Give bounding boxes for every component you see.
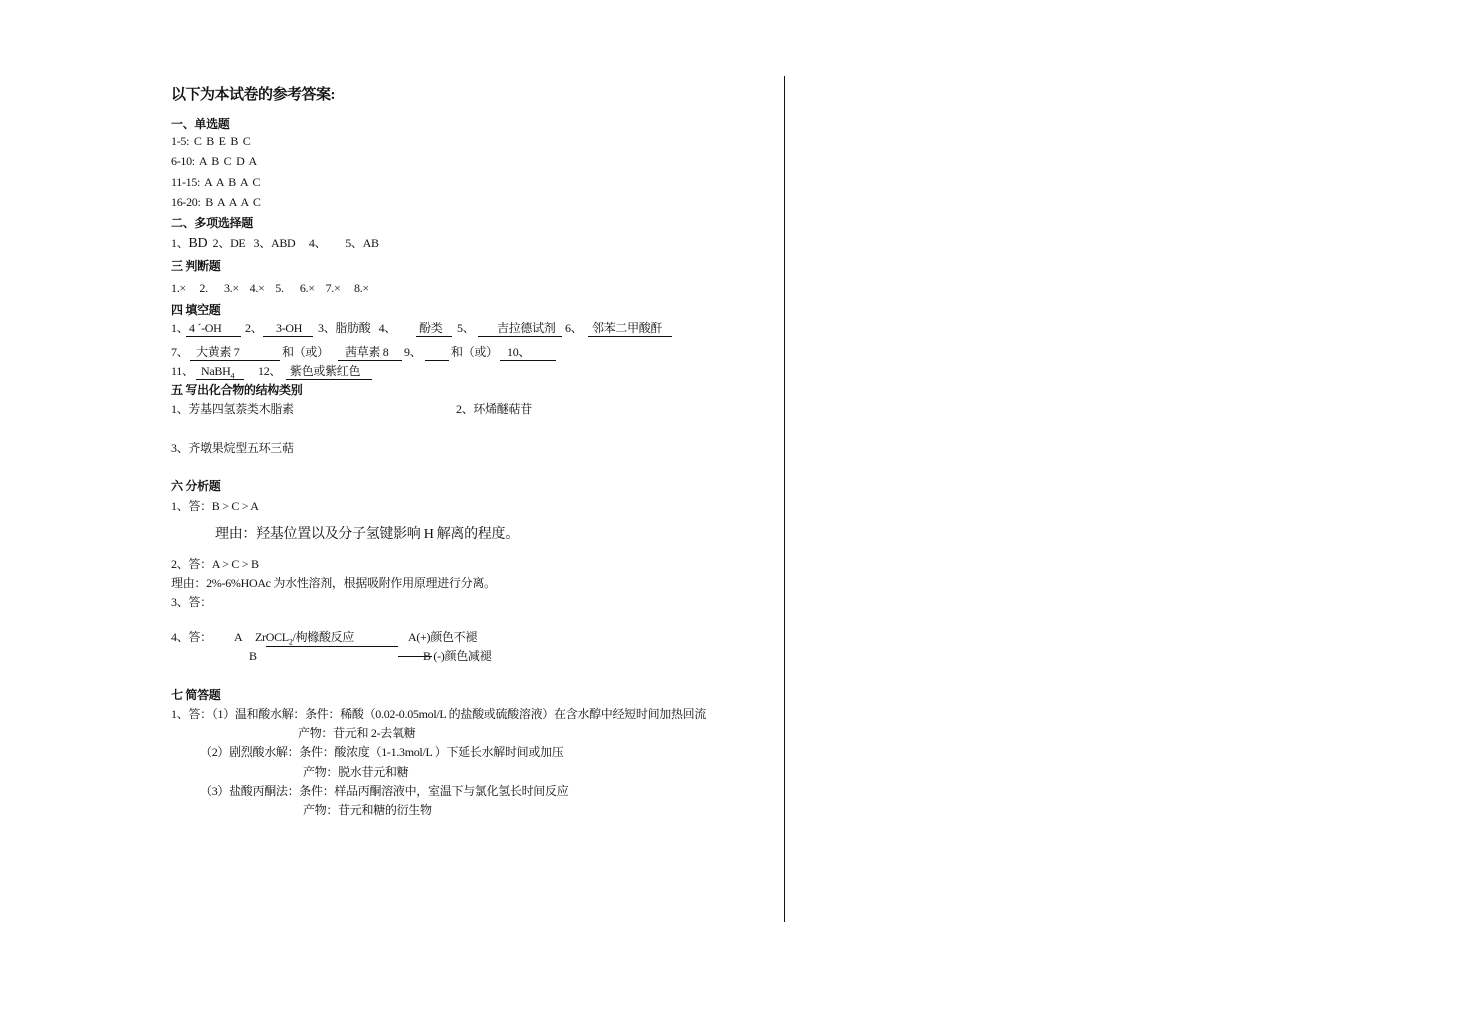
answer-item: 2、答：A > C > B — [171, 557, 259, 571]
connector-text: 和（或） — [282, 345, 329, 359]
item-number: 6、 — [565, 321, 583, 335]
underline — [196, 379, 244, 380]
reagent-text: ZrOCL — [255, 630, 289, 644]
answer-line: 1、答：（1）温和酸水解：条件：稀酸（0.02-0.05mol/L 的盐酸或硫酸溶液）在含水醇中经短时间加热回流 — [171, 707, 707, 721]
page-title: 以下为本试卷的参考答案: — [171, 87, 335, 103]
answer-item: 3、答： — [171, 595, 212, 609]
section-heading-fill-blank: 四 填空题 — [171, 303, 221, 317]
fill-answer — [201, 364, 234, 383]
answer-line: 产物：苷元和糖的衍生物 — [303, 803, 432, 817]
item-number: 9、 — [404, 345, 422, 359]
section-heading-structure-class: 五 写出化合物的结构类别 — [171, 383, 303, 397]
reagent-text: /枸橼酸反应 — [292, 630, 355, 644]
underline — [500, 360, 556, 361]
compound-label: B — [249, 649, 257, 663]
answer-row — [171, 236, 379, 251]
fill-answer: 茜草素 8 — [345, 345, 389, 359]
underline — [425, 360, 449, 361]
fill-answer: 邻苯二甲酸酐 — [592, 321, 663, 335]
fill-answer: 紫色或紫红色 — [290, 364, 361, 378]
item-number: 5、 — [457, 321, 475, 335]
page-divider — [784, 76, 785, 922]
section-heading-single-choice: 一、单选题 — [171, 117, 230, 131]
reaction-arrow-line — [266, 646, 398, 647]
answer-line: （3）盐酸丙酮法：条件：样品丙酮溶液中，室温下与氯化氢长时间反应 — [200, 784, 569, 798]
answer-row: 1-5: C B E B C — [171, 134, 251, 148]
answer-reason: 理由：羟基位置以及分子氢键影响 H 解离的程度。 — [215, 527, 519, 542]
compound-label: A — [234, 630, 243, 644]
fill-answer: 吉拉德试剂 — [497, 321, 556, 335]
item-number: 12、 — [258, 364, 282, 378]
fill-answer: 3-OH — [276, 321, 303, 335]
reaction-result: B (-)颜色减褪 — [423, 649, 492, 663]
answer-line: （2）剧烈酸水解：条件：酸浓度（1-1.3mol/L ）下延长水解时间或加压 — [200, 745, 564, 759]
reaction-result: A(+)颜色不褪 — [408, 630, 478, 644]
item-number: 7、 — [171, 345, 189, 359]
answer-value: 2、DE 3、ABD 4、 5、AB — [207, 236, 379, 250]
reagent-subscript: 2 — [288, 637, 293, 647]
fill-answer: 酚类 — [419, 321, 443, 335]
item-number: 1、 — [171, 236, 189, 250]
answer-line: 产物：脱水苷元和糖 — [303, 765, 409, 779]
item-number: 1、 — [171, 321, 189, 335]
section-heading-analysis: 六 分析题 — [171, 479, 221, 493]
section-heading-short-answer: 七 简答题 — [171, 688, 221, 702]
answer-row: 1.× 2. 3.× 4.× 5. 6.× 7.× 8.× — [171, 281, 369, 295]
underline — [286, 379, 372, 380]
answer-row: 11-15: A A B A C — [171, 175, 261, 189]
formula-subscript: 4 — [230, 371, 235, 381]
item-number: 10、 — [507, 345, 531, 359]
answer-row: 16-20: B A A A C — [171, 195, 261, 209]
answer-item: 4、答： — [171, 630, 212, 644]
fill-answer: 大黄素 7 — [196, 345, 240, 359]
section-heading-true-false: 三 判断题 — [171, 259, 221, 273]
underline — [588, 336, 672, 337]
item-number: 2、 — [245, 321, 263, 335]
answer-item: 1、芳基四氢萘类木脂素 — [171, 402, 294, 416]
item-number: 11、 — [171, 364, 194, 378]
underline — [338, 360, 402, 361]
underline — [416, 336, 452, 337]
answer-item: 1、答：B > C > A — [171, 499, 259, 513]
answer-item: 3、齐墩果烷型五环三萜 — [171, 441, 294, 455]
answer-value: BD — [188, 236, 208, 251]
answer-line: 产物：苷元和 2-去氧糖 — [298, 726, 416, 740]
section-heading-multiple-choice: 二、多项选择题 — [171, 216, 253, 230]
fill-answer: 4 ´-OH — [189, 321, 222, 335]
underline — [478, 336, 562, 337]
answer-row: 6-10: A B C D A — [171, 154, 257, 168]
connector-text: 和（或） — [451, 345, 498, 359]
answer-reason: 理由：2%-6%HOAc 为水性溶剂，根据吸附作用原理进行分离。 — [171, 576, 496, 590]
underline — [186, 336, 241, 337]
formula-text: NaBH — [201, 364, 231, 378]
answer-item: 2、环烯醚萜苷 — [456, 402, 532, 416]
underline — [263, 336, 313, 337]
underline — [190, 360, 280, 361]
fill-answer: 3、脂肪酸 4、 — [318, 321, 397, 335]
